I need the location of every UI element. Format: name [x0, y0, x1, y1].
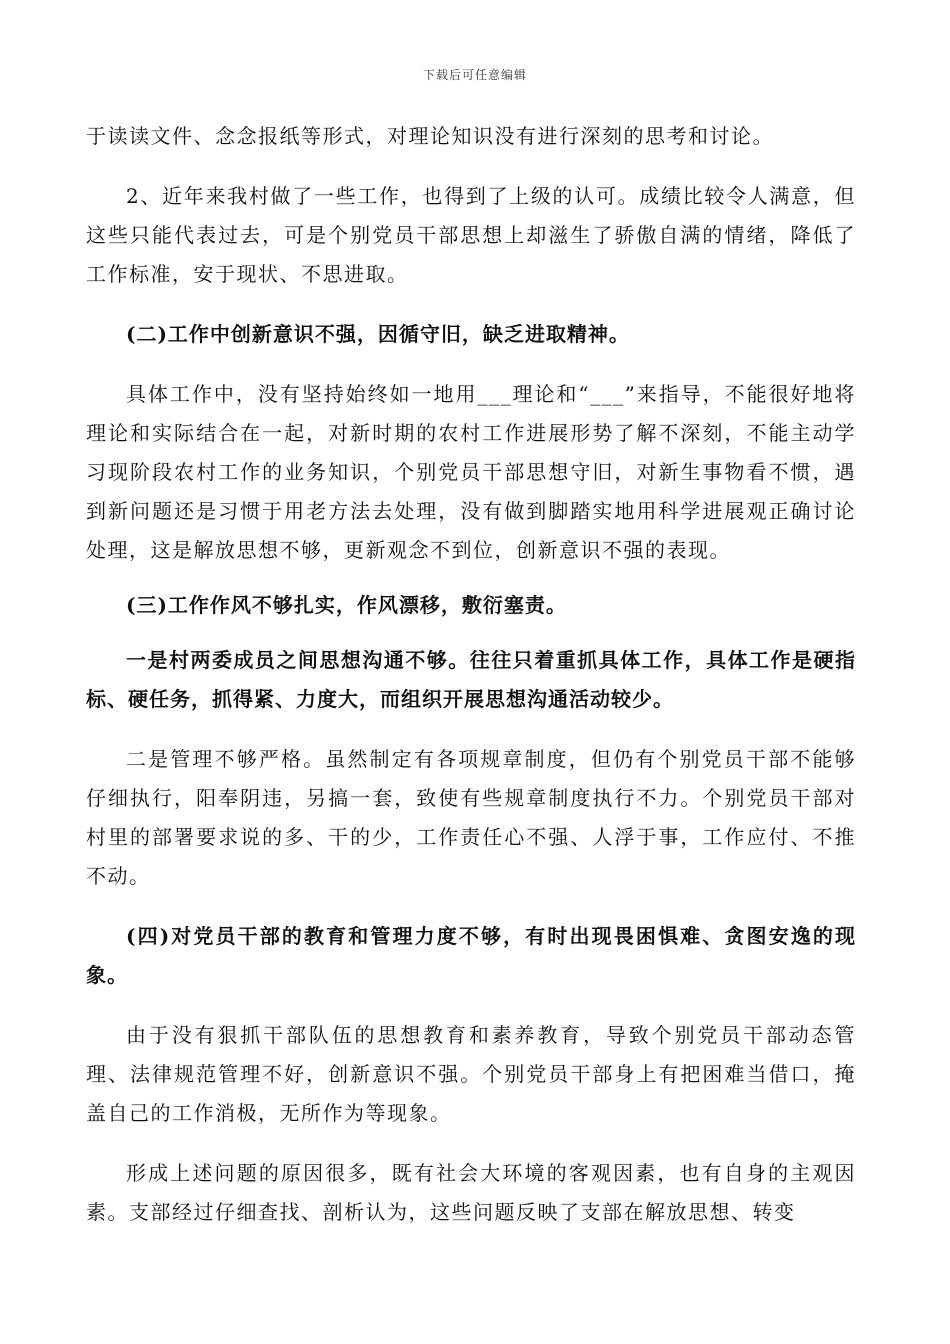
- paragraph-7: 形成上述问题的原因很多，既有社会大环境的客观因素，也有自身的主观因素。支部经过仔细查找、剖析认为，这些问题反映了支部在解放思想、转变: [86, 1161, 856, 1224]
- section-heading-4: (四)对党员干部的教育和管理力度不够，有时出现畏困惧难、贪图安逸的现象。: [86, 924, 856, 987]
- paragraph-4: 一是村两委成员之间思想沟通不够。往往只着重抓具体工作，具体工作是硬指标、硬任务，抓得紧、力度大，而组织开展思想沟通活动较少。: [86, 648, 856, 711]
- paragraph-2: 2、近年来我村做了一些工作，也得到了上级的认可。成绩比较令人满意，但这些只能代表过去，可是个别党员干部思想上却滋生了骄傲自满的情绪，降低了工作标准，安于现状、不思进取。: [86, 184, 856, 286]
- document-body: [86, 117, 856, 1232]
- paragraph-5: 二是管理不够严格。虽然制定有各项规章制度，但仍有个别党员干部不能够仔细执行，阳奉阴违，另搞一套，致使有些规章制度执行不力。个别党员干部对村里的部署要求说的多、干的少，工作责任心不强、人浮于事，工作应付、不推不动。: [86, 747, 856, 888]
- section-heading-2: (二)工作中创新意识不强，因循守旧，缺乏进取精神。: [126, 322, 630, 346]
- paragraph-6: 由于没有狠抓干部队伍的思想教育和素养教育，导致个别党员干部动态管理、法律规范管理不好，创新意识不强。个别党员干部身上有把困难当借口，掩盖自己的工作消极，无所作为等现象。: [86, 1023, 856, 1125]
- header-note: 下载后可任意编辑: [422, 68, 527, 82]
- section-heading-3: (三)工作作风不够扎实，作风漂移，敷衍塞责。: [126, 593, 567, 617]
- paragraph-1: 于读读文件、念念报纸等形式，对理论知识没有进行深刻的思考和讨论。: [86, 124, 774, 148]
- paragraph-3: 具体工作中，没有坚持始终如一地用___理论和“___”来指导，不能很好地将理论和实际结合在一起，对新时期的农村工作进展形势了解不深刻，不能主动学习现阶段农村工作的业务知识，个别党员干部思想守旧，对新生事物看不惯，遇到新问题还是习惯于用老方法去处理，没有做到脚踏实地用科学进展观正确讨论处理，这是解放思想不够，更新观念不到位，创新意识不强的表现。: [86, 382, 856, 562]
